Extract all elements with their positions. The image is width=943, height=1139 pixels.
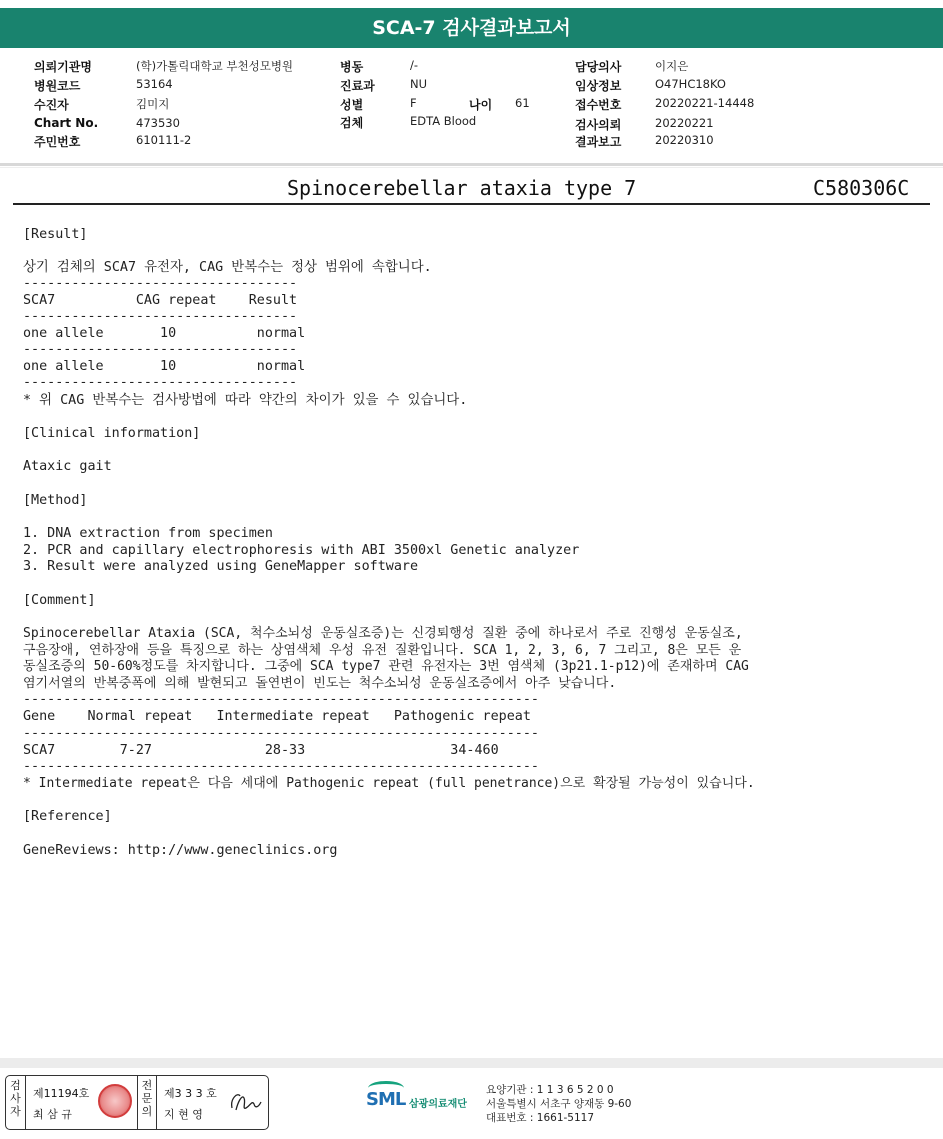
method-heading: [Method] (23, 493, 88, 508)
gene-dash-3: ---------------------------------------------------------------- (23, 759, 539, 774)
result-table-header: SCA7 CAG repeat Result (23, 293, 298, 308)
result-dash-3: ---------------------------------- (23, 342, 298, 357)
institution-code: 요양기관 : 1 1 3 6 5 2 0 0 (486, 1084, 614, 1096)
value-requesting-institution: (학)가톨릭대학교 부천성모병원 (136, 59, 294, 73)
address: 서울특별시 서초구 양재동 9-60 (486, 1098, 632, 1110)
label-department: 진료과 (340, 79, 375, 93)
logo-korean-text: 삼광의료재단 (409, 1099, 467, 1110)
sml-logo (366, 1083, 476, 1123)
value-age: 61 (515, 96, 530, 110)
label-report-date: 결과보고 (575, 135, 622, 149)
value-specimen: EDTA Blood (410, 114, 477, 128)
label-receipt-no: 접수번호 (575, 98, 622, 112)
gene-table-row: SCA7 7-27 28-33 34-460 (23, 743, 499, 758)
label-sex: 성별 (340, 98, 364, 112)
result-heading: [Result] (23, 227, 88, 242)
label-chart-no: Chart No. (34, 116, 99, 130)
value-resident-id: 610111-2 (136, 133, 192, 147)
info-divider (0, 163, 943, 166)
result-dash-1: ---------------------------------- (23, 276, 298, 291)
info-divider-thin (0, 167, 943, 168)
label-request-date: 검사의뢰 (575, 118, 622, 132)
inspector-name: 최 삼 규 (33, 1108, 72, 1121)
value-hospital-code: 53164 (136, 77, 173, 91)
label-specimen: 검체 (340, 116, 364, 130)
gene-table-header: Gene Normal repeat Intermediate repeat Pathogenic repeat (23, 709, 531, 724)
comment-line: 구음장애, 연하장애 등을 특징으로 하는 상염색체 우성 유전 질환입니다. SCA 1, 2, 3, 6, 7 그리고, 8은 모든 운 (23, 643, 742, 658)
inspector-license: 제11194호 (33, 1087, 90, 1100)
test-name: Spinocerebellar ataxia type 7 (287, 176, 637, 200)
result-row: one allele 10 normal (23, 326, 306, 341)
label-ward: 병동 (340, 60, 364, 74)
result-row: one allele 10 normal (23, 359, 306, 374)
signature-icon (228, 1088, 264, 1116)
value-ward: /- (410, 58, 419, 72)
specialist-name: 지 현 영 (164, 1108, 203, 1121)
label-hospital-code: 병원코드 (34, 79, 81, 93)
label-age: 나이 (469, 98, 493, 112)
result-dash-2: ---------------------------------- (23, 309, 298, 324)
value-doctor: 이지은 (655, 59, 689, 73)
title-rule (13, 203, 930, 205)
label-doctor: 담당의사 (575, 60, 622, 74)
phone: 대표번호 : 1661-5117 (486, 1112, 595, 1124)
value-receipt-no: 20220221-14448 (655, 96, 755, 110)
label-requesting-institution: 의뢰기관명 (34, 60, 92, 74)
value-patient: 김미지 (136, 97, 170, 111)
label-patient: 수진자 (34, 98, 69, 112)
report-header (0, 0, 943, 50)
value-chart-no: 473530 (136, 116, 180, 130)
specialist-license: 제3 3 3 호 (164, 1087, 217, 1100)
logo-text: SML (366, 1089, 406, 1110)
inspector-label-text: 검사자 (10, 1079, 21, 1118)
seal-stamp-icon (98, 1084, 132, 1118)
value-sex: F (410, 96, 417, 110)
method-line: 3. Result were analyzed using GeneMapper software (23, 559, 419, 574)
inspector-label (6, 1076, 26, 1129)
value-request-date: 20220221 (655, 116, 714, 130)
gene-dash-2: ---------------------------------------------------------------- (23, 726, 539, 741)
label-resident-id: 주민번호 (34, 135, 81, 149)
comment-line: 염기서열의 반복중폭에 의해 발현되고 돌연변이 빈도는 척수소뇌성 운동실조증에서 아주 낮습니다. (23, 676, 617, 691)
method-line: 1. DNA extraction from specimen (23, 526, 273, 541)
comment-line: Spinocerebellar Ataxia (SCA, 척수소뇌성 운동실조증)는 신경퇴행성 질환 중에 하나로서 주로 진행성 운동실조, (23, 626, 743, 641)
comment-line: 동실조증의 50-60%정도를 차지합니다. 그중에 SCA type7 관련 유전자는 3번 염색체 (3p21.1-p12)에 존재하며 CAG (23, 659, 749, 674)
clinical-text: Ataxic gait (23, 459, 112, 474)
specialist-label-text: 전문의 (141, 1079, 153, 1118)
gene-note: * Intermediate repeat은 다음 세대에 Pathogenic repeat (full penetrance)으로 확장될 가능성이 있습니다. (23, 776, 755, 791)
result-note: * 위 CAG 반복수는 검사방법에 따라 약간의 차이가 있을 수 있습니다. (23, 393, 468, 408)
specialist-label (137, 1076, 157, 1129)
clinical-heading: [Clinical information] (23, 426, 201, 441)
label-clinical-info: 임상정보 (575, 79, 622, 93)
value-clinical-info: O47HC18KO (655, 77, 726, 91)
test-code: C580306C (813, 176, 910, 200)
gene-dash-1: ---------------------------------------------------------------- (23, 692, 539, 707)
footer-divider (0, 1058, 943, 1068)
result-dash-4: ---------------------------------- (23, 375, 298, 390)
comment-heading: [Comment] (23, 593, 96, 608)
patient-info-panel (0, 50, 943, 164)
footer-address-block (486, 1083, 631, 1125)
value-department: NU (410, 77, 428, 91)
method-line: 2. PCR and capillary electrophoresis with ABI 3500xl Genetic analyzer (23, 543, 580, 558)
report-title: SCA-7 검사결과보고서 (0, 8, 943, 48)
value-report-date: 20220310 (655, 133, 714, 147)
result-summary: 상기 검체의 SCA7 유전자, CAG 반복수는 정상 범위에 속합니다. (23, 260, 432, 275)
reference-heading: [Reference] (23, 809, 112, 824)
signature-box (5, 1075, 269, 1130)
reference-text: GeneReviews: http://www.geneclinics.org (23, 843, 338, 858)
